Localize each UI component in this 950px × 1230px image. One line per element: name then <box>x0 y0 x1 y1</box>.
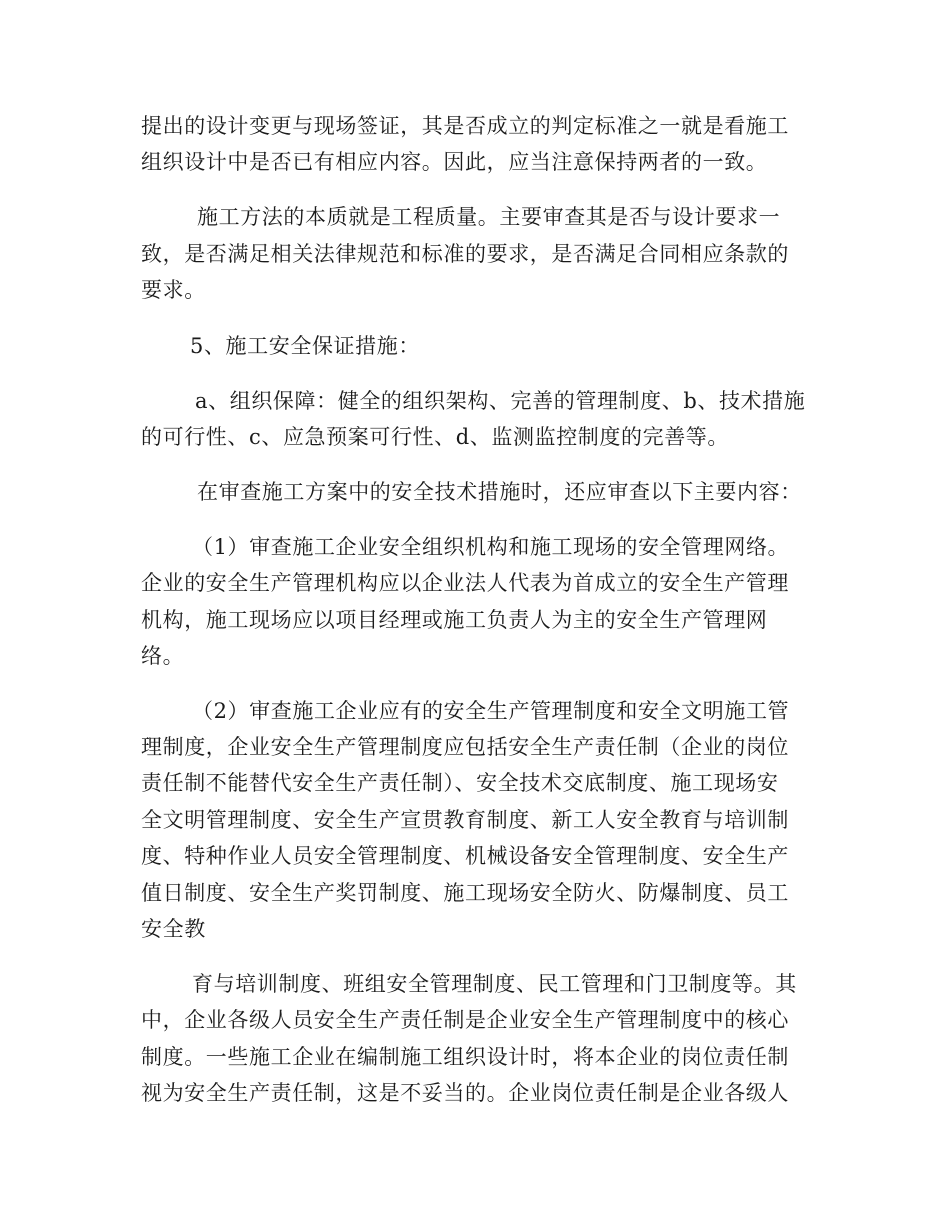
paragraph-1-line-1: 提出的设计变更与现场签证，其是否成立的判定标准之一就是看施工 <box>141 114 789 138</box>
paragraph-7-line-6: 值日制度、安全生产奖罚制度、施工现场安全防火、防爆制度、员工 <box>141 881 789 905</box>
paragraph-4-line-2: 的可行性、c、应急预案可行性、d、监测监控制度的完善等。 <box>141 425 730 449</box>
paragraph-7-line-5: 度、特种作业人员安全管理制度、机械设备安全管理制度、安全生产 <box>141 844 789 868</box>
paragraph-6-line-4: 络。 <box>141 644 185 668</box>
section-heading-5: 5、施工安全保证措施： <box>190 334 420 358</box>
paragraph-7-line-2: 理制度，企业安全生产管理制度应包括安全生产责任制（企业的岗位 <box>141 735 789 759</box>
paragraph-1-line-2: 组织设计中是否已有相应内容。因此，应当注意保持两者的一致。 <box>141 150 768 174</box>
paragraph-7-line-4: 全文明管理制度、安全生产宣贯教育制度、新工人安全教育与培训制 <box>141 808 789 832</box>
paragraph-7-line-1: （2）审查施工企业应有的安全生产管理制度和安全文明施工管 <box>192 699 790 723</box>
paragraph-8-line-1: 育与培训制度、班组安全管理制度、民工管理和门卫制度等。其 <box>192 972 797 996</box>
paragraph-8-line-3: 制度。一些施工企业在编制施工组织设计时，将本企业的岗位责任制 <box>141 1045 789 1069</box>
paragraph-6-line-3: 机构，施工现场应以项目经理或施工负责人为主的安全生产管理网 <box>141 608 768 632</box>
paragraph-4-line-1: a、组织保障：健全的组织架构、完善的管理制度、b、技术措施 <box>195 389 806 413</box>
paragraph-7-line-7: 安全教 <box>141 917 206 941</box>
paragraph-7-line-3: 责任制不能替代安全生产责任制）、安全技术交底制度、施工现场安 <box>141 771 779 795</box>
paragraph-6-line-1: （1）审查施工企业安全组织机构和施工现场的安全管理网络。 <box>192 535 790 559</box>
paragraph-2-line-3: 要求。 <box>141 278 206 302</box>
paragraph-8-line-2: 中，企业各级人员安全生产责任制是企业安全生产管理制度中的核心 <box>141 1008 789 1032</box>
paragraph-8-line-4: 视为安全生产责任制，这是不妥当的。企业岗位责任制是企业各级人 <box>141 1081 789 1105</box>
paragraph-6-line-2: 企业的安全生产管理机构应以企业法人代表为首成立的安全生产管理 <box>141 571 789 595</box>
paragraph-2-line-2: 致，是否满足相关法律规范和标准的要求，是否满足合同相应条款的 <box>141 242 789 266</box>
paragraph-5-line-1: 在审查施工方案中的安全技术措施时，还应审查以下主要内容： <box>197 480 802 504</box>
paragraph-2-line-1: 施工方法的本质就是工程质量。主要审查其是否与设计要求一 <box>197 205 781 229</box>
